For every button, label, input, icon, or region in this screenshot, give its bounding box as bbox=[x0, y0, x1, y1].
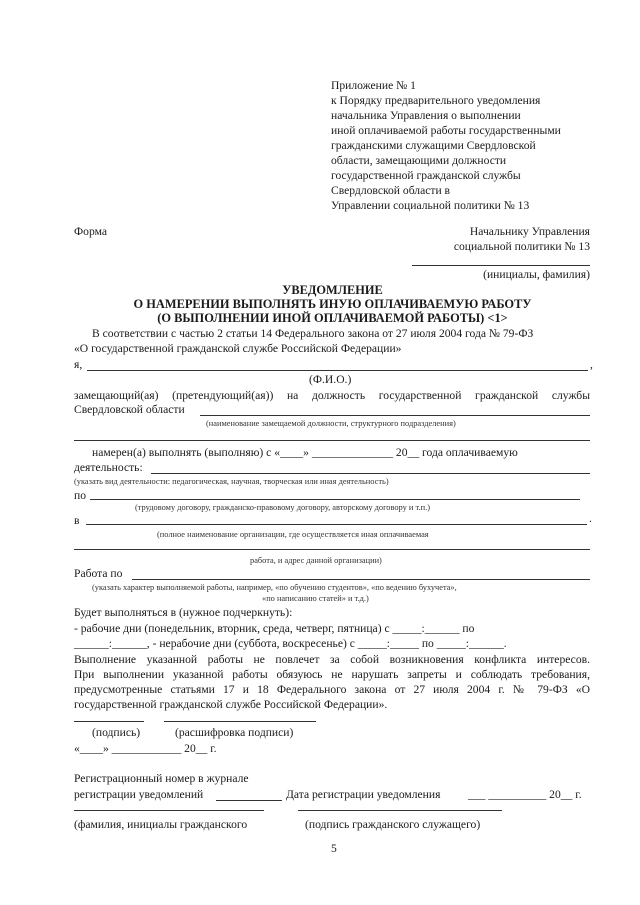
conflict-line: Выполнение указанной работы не повлечет за собой возникновения конфликта интересов. bbox=[74, 653, 590, 666]
fio-field-line[interactable] bbox=[87, 370, 588, 371]
ya-end-comma: , bbox=[590, 358, 593, 371]
appendix-line-5: гражданскими служащими Свердловской bbox=[331, 139, 536, 152]
work-caption-2: «по написанию статей» и т.д.) bbox=[262, 594, 369, 603]
activity-caption: (указать вид деятельности: педагогическая, научная, творческая или иная деятельность) bbox=[74, 477, 389, 486]
appendix-line-8: Свердловской области в bbox=[331, 184, 451, 197]
intend-line: намерен(а) выполнять (выполняю) с «____» ______________ 20__ года оплачиваемую bbox=[92, 446, 518, 459]
contract-field-line[interactable] bbox=[90, 499, 580, 500]
region-label: Свердловской области bbox=[74, 403, 185, 416]
appendix-line-2: к Порядку предварительного уведомления bbox=[331, 94, 541, 107]
appendix-line-9: Управлении социальной политики № 13 bbox=[331, 199, 530, 212]
position-field-line[interactable] bbox=[200, 415, 590, 416]
work-field-line[interactable] bbox=[132, 579, 590, 580]
addressee-underline bbox=[412, 265, 590, 266]
addressee-caption: (инициалы, фамилия) bbox=[483, 268, 590, 281]
org-caption-2: работа, и адрес данной организации) bbox=[250, 556, 382, 565]
activity-field-line[interactable] bbox=[151, 473, 590, 474]
registration-sign-line-right[interactable] bbox=[298, 810, 502, 811]
registration-date-label: Дата регистрации уведомления bbox=[286, 788, 441, 801]
oblige-line-2: предусмотренные статьями 17 и 18 Федерального закона от 27 июля 2004 г. № 79-ФЗ «О bbox=[74, 683, 590, 696]
title-line-2: О НАМЕРЕНИИ ВЫПОЛНЯТЬ ИНУЮ ОПЛАЧИВАЕМУЮ РАБОТУ bbox=[133, 297, 532, 311]
workdays-line: - рабочие дни (понедельник, вторник, среда, четверг, пятница) с _____:______ по bbox=[74, 622, 475, 635]
appendix-line-1: Приложение № 1 bbox=[331, 79, 416, 92]
activity-label: деятельность: bbox=[74, 461, 143, 474]
fio-caption: (Ф.И.О.) bbox=[309, 373, 352, 386]
appendix-line-3: начальника Управления о выполнении bbox=[331, 109, 521, 122]
registration-sign-line-left[interactable] bbox=[74, 810, 264, 811]
appendix-line-7: государственной гражданской службы bbox=[331, 169, 521, 182]
form-label: Форма bbox=[74, 225, 107, 238]
v-label: в bbox=[74, 514, 80, 527]
work-caption-1: (указать характер выполняемой работы, например, «по обучению студентов», «по ведению бухучета», bbox=[92, 583, 457, 592]
registration-date-fill: ___ __________ 20__ г. bbox=[468, 788, 582, 801]
weekend-line: ______:______, - нерабочие дни (суббота, воскресенье) с _____:_____ по _____:______. bbox=[74, 637, 507, 650]
po-label: по bbox=[74, 489, 87, 502]
org-extra-line[interactable] bbox=[74, 549, 590, 550]
decode-field-line[interactable] bbox=[164, 721, 316, 722]
title-line-3: (О ВЫПОЛНЕНИИ ИНОЙ ОПЛАЧИВАЕМОЙ РАБОТЫ) <1> bbox=[157, 311, 508, 325]
title-line-1: УВЕДОМЛЕНИЕ bbox=[282, 283, 383, 297]
addressee-line-1: Начальнику Управления bbox=[469, 225, 590, 238]
position-line: замещающий(ая) (претендующий(ая)) на должность государственной гражданской службы bbox=[74, 389, 590, 402]
intro-line-1: В соответствии с частью 2 статьи 14 Федерального закона от 27 июля 2004 года № 79-ФЗ bbox=[92, 327, 534, 340]
intro-line-2: «О государственной гражданской службе Российской Федерации» bbox=[74, 342, 402, 355]
signature-date-line: «____» ____________ 20__ г. bbox=[74, 742, 217, 755]
org-field-line[interactable] bbox=[86, 524, 587, 525]
v-end-dot: . bbox=[589, 512, 592, 525]
oblige-line-3: государственной гражданской службе Российской Федерации». bbox=[74, 698, 388, 711]
registration-line-1: Регистрационный номер в журнале bbox=[74, 772, 249, 785]
ya-label: я, bbox=[74, 358, 83, 371]
appendix-line-4: иной оплачиваемой работы государственными bbox=[331, 124, 561, 137]
registration-caption-right: (подпись гражданского служащего) bbox=[305, 818, 481, 831]
signature-field-line[interactable] bbox=[74, 721, 144, 722]
registration-number-field[interactable] bbox=[216, 800, 282, 801]
registration-caption-left: (фамилия, инициалы гражданского bbox=[74, 818, 248, 831]
registration-line-2: регистрации уведомлений bbox=[74, 788, 204, 801]
position-caption: (наименование замещаемой должности, структурного подразделения) bbox=[206, 419, 456, 428]
addressee-line-2: социальной политики № 13 bbox=[453, 240, 590, 253]
oblige-line-1: При выполнении указанной работы обязуюсь не нарушать запреты и соблюдать требования, bbox=[74, 668, 590, 681]
position-extra-line[interactable] bbox=[74, 440, 590, 441]
page-number: 5 bbox=[331, 842, 337, 855]
appendix-line-6: области, замещающими должности bbox=[331, 154, 507, 167]
signature-caption: (подпись) bbox=[92, 726, 141, 739]
decode-caption: (расшифровка подписи) bbox=[175, 726, 294, 739]
schedule-line: Будет выполняться в (нужное подчеркнуть): bbox=[74, 606, 293, 619]
work-by-label: Работа по bbox=[74, 567, 123, 580]
org-caption-1: (полное наименование организации, где осуществляется иная оплачиваемая bbox=[157, 530, 429, 539]
contract-caption: (трудовому договору, гражданско-правовому договору, авторскому договору и т.п.) bbox=[135, 503, 430, 512]
